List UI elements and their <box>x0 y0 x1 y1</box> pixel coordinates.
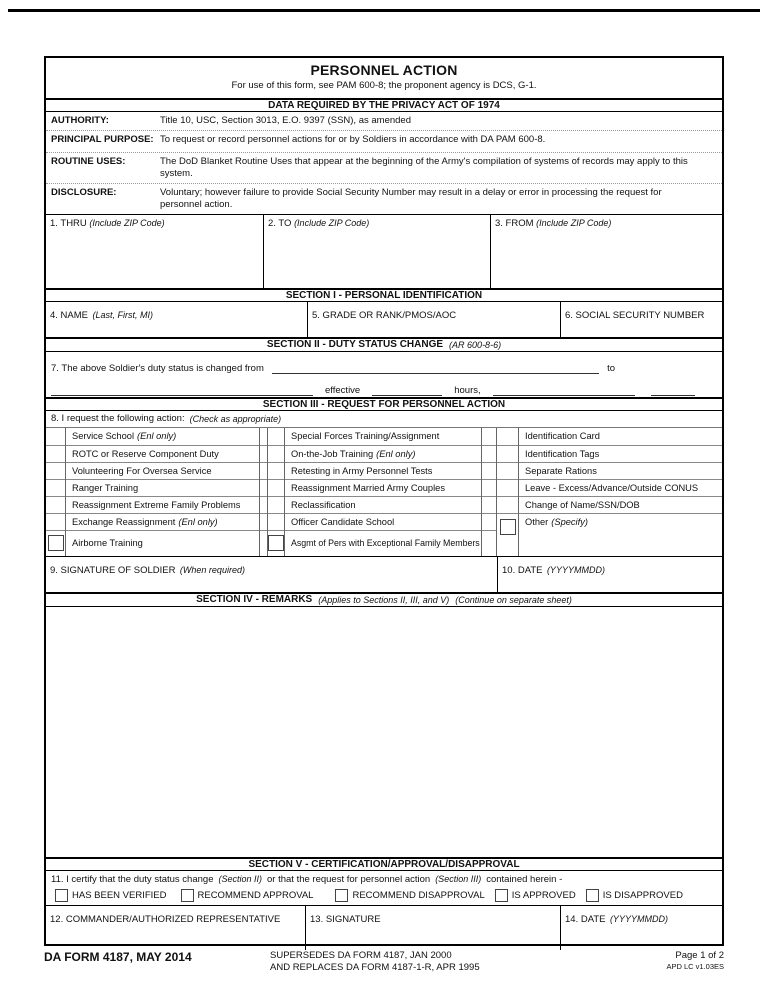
checkbox-identification-tags[interactable] <box>497 445 518 462</box>
soldier-signature-label: 9. SIGNATURE OF SOLDIER <box>50 564 176 576</box>
privacy-label: DISCLOSURE: <box>51 186 117 198</box>
apd-version: APD LC v1.03ES <box>666 962 724 971</box>
form-header <box>46 58 722 98</box>
checkbox-is-disapproved[interactable] <box>586 889 599 902</box>
option-has-been-verified: HAS BEEN VERIFIED <box>55 889 167 902</box>
label-column-2 <box>284 428 481 556</box>
from-field[interactable] <box>490 215 722 288</box>
form-id: DA FORM 4187, MAY 2014 <box>44 950 192 964</box>
option-recommend-disapproval: RECOMMEND DISAPPROVAL <box>335 889 484 902</box>
section4-title: SECTION IV - REMARKS <box>196 594 313 605</box>
checkbox-reassignment-extreme-family[interactable] <box>46 496 65 513</box>
checkbox-column-3 <box>496 428 518 556</box>
duty-status-to-label: to <box>607 362 615 374</box>
action-item: Retesting in Army Personnel Tests <box>285 462 481 479</box>
commander-date-note: (YYYYMMDD) <box>609 913 668 924</box>
certify-note2: (Section III) <box>435 873 482 884</box>
commander-field[interactable] <box>46 906 305 950</box>
checkbox-exchange-reassignment[interactable] <box>46 513 65 530</box>
routing-row <box>46 214 722 288</box>
grade-field[interactable] <box>307 302 560 337</box>
certify-note1: (Section II) <box>218 873 262 884</box>
thru-label: 1. THRU <box>50 217 87 229</box>
action-item: Reclassification <box>285 496 481 513</box>
checkbox-separate-rations[interactable] <box>497 462 518 479</box>
checkbox-officer-candidate-school[interactable] <box>268 513 284 530</box>
checkbox-special-forces[interactable] <box>268 428 284 445</box>
name-field[interactable] <box>46 302 307 337</box>
form-subtitle: For use of this form, see PAM 600-8; the proponent agency is DCS, G-1. <box>231 80 537 91</box>
commander-row <box>46 905 722 950</box>
option-recommend-approval: RECOMMEND APPROVAL <box>181 889 314 902</box>
privacy-row-disclosure <box>46 183 722 214</box>
name-note: (Last, First, MI) <box>92 309 153 320</box>
action-item: On-the-Job Training (Enl only) <box>285 445 481 462</box>
option-is-disapproved: IS DISAPPROVED <box>586 889 683 902</box>
soldier-signature-note: (When required) <box>179 564 245 575</box>
action-item: Change of Name/SSN/DOB <box>519 496 722 513</box>
from-label: 3. FROM <box>495 217 534 229</box>
remarks-area[interactable] <box>46 607 722 857</box>
to-note: (Include ZIP Code) <box>294 217 370 228</box>
checkbox-other[interactable] <box>500 519 516 535</box>
action-item: Asgmt of Pers with Exceptional Family Members <box>285 530 481 556</box>
action-checklist <box>46 428 722 556</box>
action-item: Ranger Training <box>66 479 259 496</box>
checkbox-recommend-approval[interactable] <box>181 889 194 902</box>
form-title: PERSONNEL ACTION <box>310 62 458 78</box>
ssn-label: 6. SOCIAL SECURITY NUMBER <box>565 309 705 321</box>
soldier-signature-row <box>46 556 722 592</box>
grid-spacer <box>259 428 267 556</box>
soldier-signature-field[interactable] <box>46 557 497 592</box>
checkbox-recommend-disapproval[interactable] <box>335 889 348 902</box>
da-form-4187 <box>44 56 724 946</box>
checkbox-retesting[interactable] <box>268 462 284 479</box>
to-label: 2. TO <box>268 217 292 229</box>
privacy-row-routine-uses <box>46 152 722 183</box>
commander-date-field[interactable] <box>560 906 722 950</box>
grade-label: 5. GRADE OR RANK/PMOS/AOC <box>312 309 457 321</box>
action-item: Service School (Enl only) <box>72 431 177 441</box>
privacy-label: PRINCIPAL PURPOSE: <box>51 133 154 145</box>
request-action-text: 8. I request the following action: <box>51 413 185 424</box>
section3-header: SECTION III - REQUEST FOR PERSONNEL ACTION <box>46 397 722 411</box>
privacy-label: AUTHORITY: <box>51 115 109 126</box>
duty-status-from-input[interactable] <box>272 361 599 374</box>
certify-middle: or that the request for personnel action <box>267 873 431 885</box>
checkbox-is-approved[interactable] <box>495 889 508 902</box>
duty-status-change-item <box>46 352 722 397</box>
checkbox-on-the-job-training[interactable] <box>268 445 284 462</box>
privacy-row-principal-purpose <box>46 130 722 152</box>
name-label: 4. NAME <box>50 309 89 321</box>
checkbox-oversea-service[interactable] <box>46 462 65 479</box>
privacy-act-title: DATA REQUIRED BY THE PRIVACY ACT OF 1974 <box>46 98 722 112</box>
checkbox-rotc-reserve-duty[interactable] <box>46 445 65 462</box>
checkbox-service-school[interactable] <box>46 428 65 445</box>
top-edge-line <box>8 9 760 12</box>
privacy-text: To request or record personnel actions for or by Soldiers in accordance with DA PAM 600-8. <box>160 133 546 145</box>
checkbox-reassignment-married-couples[interactable] <box>268 479 284 496</box>
soldier-date-field[interactable] <box>497 557 722 592</box>
identification-row <box>46 302 722 337</box>
section4-note1: (Applies to Sections II, III, and V) <box>318 594 450 605</box>
request-action-note: (Check as appropriate) <box>189 413 282 424</box>
effective-label: effective <box>325 384 361 396</box>
checkbox-identification-card[interactable] <box>497 428 518 445</box>
checkbox-reclassification[interactable] <box>268 496 284 513</box>
label-column-1 <box>65 428 259 556</box>
soldier-date-note: (YYYYMMDD) <box>546 564 605 575</box>
soldier-date-label: 10. DATE <box>502 564 543 576</box>
certify-options-row <box>46 886 722 905</box>
action-item: Separate Rations <box>519 462 722 479</box>
duty-status-text: 7. The above Soldier's duty status is changed from <box>51 362 264 374</box>
certify-suffix: contained herein - <box>486 873 563 885</box>
privacy-row-authority <box>46 112 722 130</box>
section5-header: SECTION V - CERTIFICATION/APPROVAL/DISAPPROVAL <box>46 857 722 871</box>
option-is-approved: IS APPROVED <box>495 889 576 902</box>
checkbox-has-been-verified[interactable] <box>55 889 68 902</box>
certify-prefix: 11. I certify that the duty status change <box>51 873 214 885</box>
section2-title-note: (AR 600-8-6) <box>449 339 502 350</box>
privacy-text: Voluntary; however failure to provide Social Security Number may result in a delay or error in processing the request for personnel action. <box>160 186 662 210</box>
checkbox-airborne-training[interactable] <box>48 535 64 551</box>
page-number: Page 1 of 2 <box>675 950 724 961</box>
to-field[interactable] <box>263 215 490 288</box>
action-item: Identification Card <box>525 431 600 441</box>
action-item: Airborne Training <box>66 530 259 556</box>
page-info <box>560 950 724 973</box>
action-item: Reassignment Married Army Couples <box>285 479 481 496</box>
action-item: Volunteering For Oversea Service <box>66 462 259 479</box>
form-footer <box>44 950 724 973</box>
action-item: Special Forces Training/Assignment <box>291 431 440 441</box>
grid-spacer <box>481 428 496 556</box>
action-item: Identification Tags <box>519 445 722 462</box>
action-item: Reassignment Extreme Family Problems <box>66 496 259 513</box>
section2-header <box>46 337 722 352</box>
privacy-text: The DoD Blanket Routine Uses that appear at the beginning of the Army's compilation of systems of records may apply to this system. <box>160 155 688 179</box>
hours-label: hours, <box>454 384 481 396</box>
duty-status-to-input[interactable] <box>51 383 313 396</box>
hours-input[interactable] <box>493 383 635 396</box>
commander-label: 12. COMMANDER/AUTHORIZED REPRESENTATIVE <box>50 913 281 925</box>
ssn-field[interactable] <box>560 302 722 337</box>
checkbox-column-1 <box>46 428 65 556</box>
commander-signature-label: 13. SIGNATURE <box>310 913 381 925</box>
extra-input[interactable] <box>651 383 695 396</box>
commander-signature-field[interactable] <box>305 906 560 950</box>
action-item: Officer Candidate School <box>285 513 481 530</box>
label-column-3 <box>518 428 722 556</box>
section4-note2: (Continue on separate sheet) <box>455 594 572 605</box>
thru-field[interactable] <box>46 215 263 288</box>
from-note: (Include ZIP Code) <box>536 217 612 228</box>
action-item: Leave - Excess/Advance/Outside CONUS <box>519 479 722 496</box>
privacy-act-block <box>46 112 722 214</box>
checkbox-change-name-ssn-dob[interactable] <box>497 496 518 513</box>
checkbox-asgmt-pers-efm[interactable] <box>268 535 284 551</box>
effective-date-input[interactable] <box>372 383 442 396</box>
section4-header <box>46 592 722 607</box>
section2-title: SECTION II - DUTY STATUS CHANGE <box>266 339 444 350</box>
supersedes-text: SUPERSEDES DA FORM 4187, JAN 2000 AND REPLACES DA FORM 4187-1-R, APR 1995 <box>270 950 480 973</box>
action-item: ROTC or Reserve Component Duty <box>66 445 259 462</box>
commander-date-label: 14. DATE <box>565 913 606 925</box>
checkbox-leave-excess[interactable] <box>497 479 518 496</box>
checkbox-column-2 <box>267 428 284 556</box>
certify-statement <box>46 871 722 886</box>
request-action-intro <box>46 411 722 428</box>
action-item-other[interactable]: Other (Specify) <box>519 513 722 556</box>
section1-header: SECTION I - PERSONAL IDENTIFICATION <box>46 288 722 302</box>
privacy-text: Title 10, USC, Section 3013, E.O. 9397 (SSN), as amended <box>160 115 411 126</box>
checkbox-ranger-training[interactable] <box>46 479 65 496</box>
privacy-label: ROUTINE USES: <box>51 155 126 167</box>
thru-note: (Include ZIP Code) <box>89 217 165 228</box>
action-item: Exchange Reassignment (Enl only) <box>66 513 259 530</box>
